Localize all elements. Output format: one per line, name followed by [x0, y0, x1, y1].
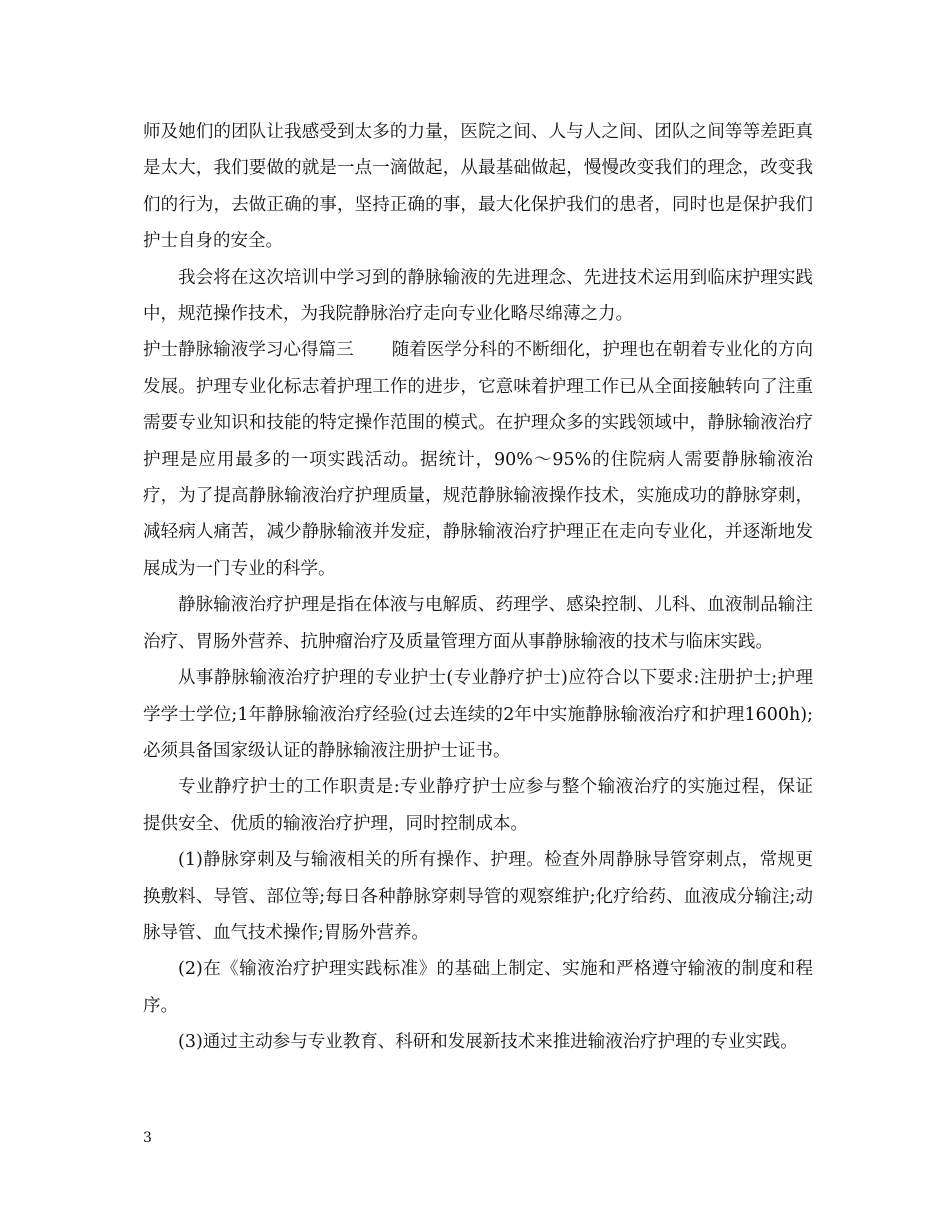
document-body: [143, 114, 813, 1061]
page-number: 3: [143, 1130, 152, 1146]
paragraph-text: 随着医学分科的不断细化，护理也在朝着专业化的方向发展。护理专业化标志着护理工作的进步，它意味着护理工作已从全面接触转向了注重需要专业知识和技能的特定操作范围的模式。在护理众多的实践领域中，静脉输液治疗护理是应用最多的一项实践活动。据统计，90%～95%的住院病人需要静脉输液治疗，为了提高静脉输液治疗护理质量，规范静脉输液操作技术，实施成功的静脉穿刺，减轻病人痛苦，减少静脉输液并发症，静脉输液治疗护理正在走向专业化，并逐渐地发展成为一门专业的科学。: [143, 340, 814, 579]
list-item: (2)在《输液治疗护理实践标准》的基础上制定、实施和严格遵守输液的制度和程序。: [143, 959, 813, 1016]
paragraph: 我会将在这次培训中学习到的静脉输液的先进理念、先进技术运用到临床护理实践中，规范操作技术，为我院静脉治疗走向专业化略尽绵薄之力。: [143, 267, 813, 325]
list-item: (3)通过主动参与专业教育、科研和发展新技术来推进输液治疗护理的专业实践。: [178, 1032, 798, 1053]
paragraph: 静脉输液治疗护理是指在体液与电解质、药理学、感染控制、儿科、血液制品输注治疗、胃肠外营养、抗肿瘤治疗及质量管理方面从事静脉输液的技术与临床实践。: [143, 595, 813, 652]
section-heading-paragraph: [143, 332, 813, 587]
section-heading: 护士静脉输液学习心得篇三: [143, 340, 354, 361]
paragraph: 专业静疗护士的工作职责是:专业静疗护士应参与整个输液治疗的实施过程，保证提供安全、优质的输液治疗护理，同时控制成本。: [143, 777, 813, 834]
paragraph: 从事静脉输液治疗护理的专业护士(专业静疗护士)应符合以下要求:注册护士;护理学学士学位;1年静脉输液治疗经验(过去连续的2年中实施静脉输液治疗和护理1600h);必须具备国家级认证的静脉输液注册护士证书。: [143, 668, 813, 761]
list-item: (1)静脉穿刺及与输液相关的所有操作、护理。检查外周静脉导管穿刺点，常规更换敷料、导管、部位等;每日各种静脉穿刺导管的观察维护;化疗给药、血液成分输注;动脉导管、血气技术操作;胃肠外营养。: [143, 850, 813, 943]
paragraph-continuation: 师及她们的团队让我感受到太多的力量，医院之间、人与人之间、团队之间等等差距真是太大，我们要做的就是一点一滴做起，从最基础做起，慢慢改变我们的理念，改变我们的行为，去做正确的事，坚持正确的事，最大化保护我们的患者，同时也是保护我们护士自身的安全。: [143, 122, 813, 252]
